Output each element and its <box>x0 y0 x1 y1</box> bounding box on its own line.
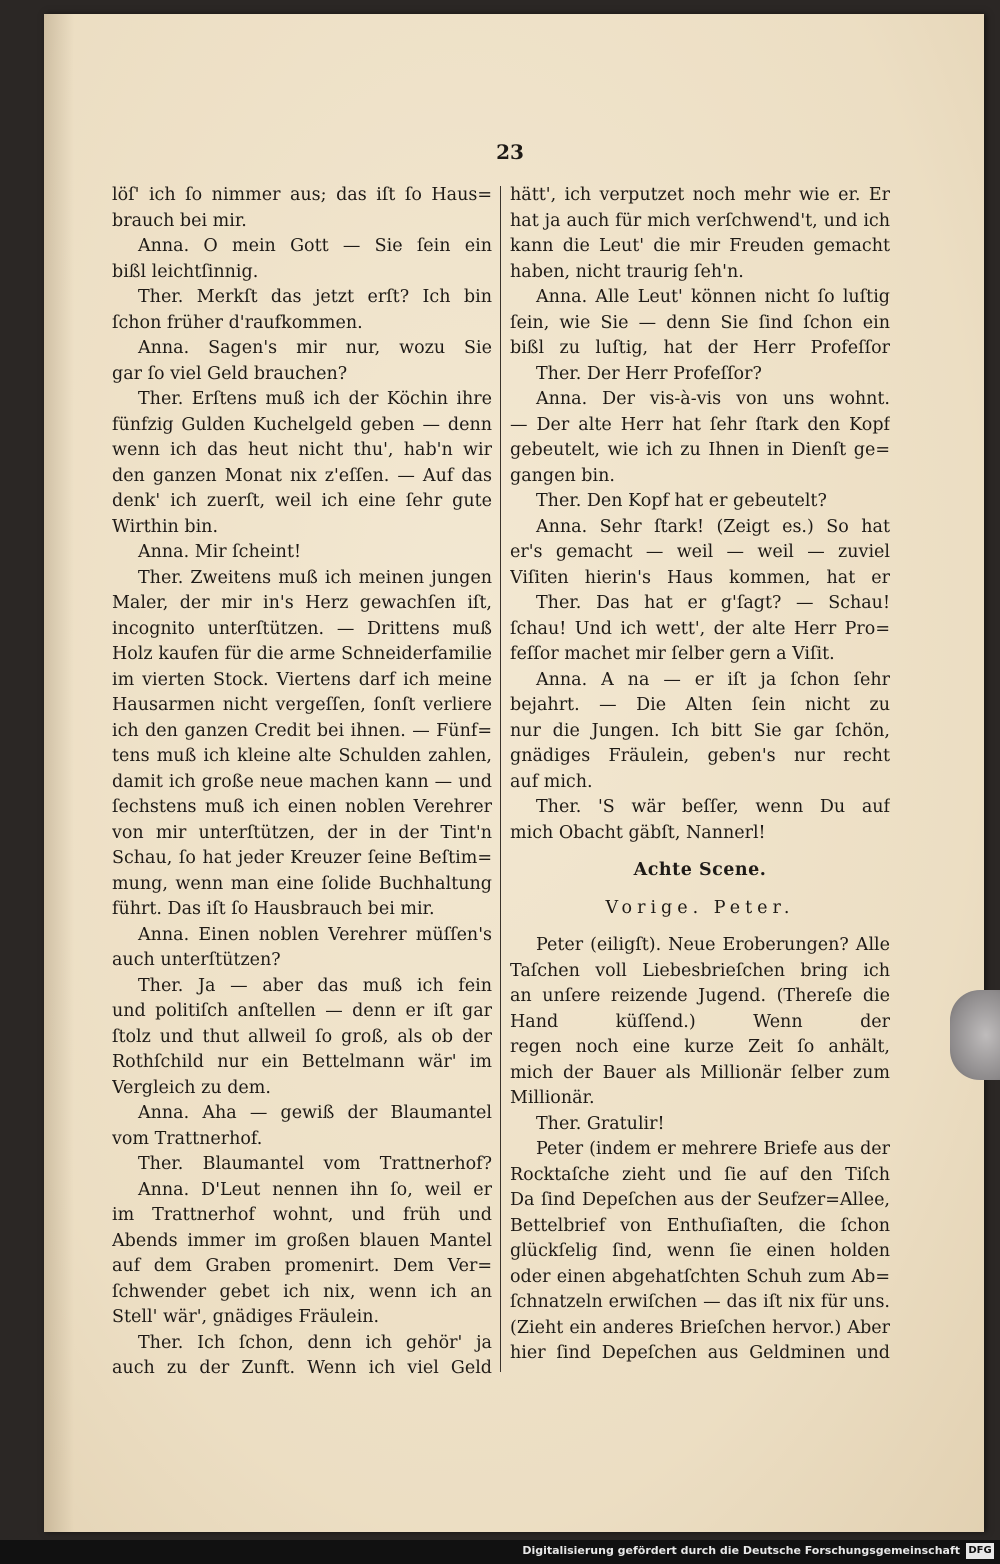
text-line: Rothſchild nur ein Bettelmann wär' im <box>112 1052 492 1072</box>
text-line: Holz kaufen für die arme Schneiderfamilie <box>112 644 492 664</box>
text-line: Anna. Sehr ſtark! (Zeigt es.) So hat <box>536 516 890 537</box>
text-line: wenn ich das heut nicht thu', hab'n wir <box>112 440 492 460</box>
text-line: Ther. Merkſt das jetzt erſt? Ich bin <box>138 287 492 307</box>
text-line: Peter (eiligſt). Neue Eroberungen? Alle <box>536 935 890 955</box>
text-line: ſchnatzeln erwiſchen — das iſt nix für uns. <box>510 1292 890 1312</box>
text-line: gnädiges Fräulein, geben's nur recht <box>510 746 890 766</box>
text-line: Taſchen voll Liebesbrieſchen bring ich <box>510 960 890 981</box>
funding-notice: Digitalisierung gefördert durch die Deutsche Forschungsgemeinschaft <box>522 1544 960 1557</box>
text-line: Anna. D'Leut nennen ihn ſo, weil er <box>138 1179 492 1200</box>
text-line: auch unterſtützen? <box>112 950 281 970</box>
text-line: Stell' wär', gnädiges Fräulein. <box>112 1307 380 1327</box>
text-line: Peter (indem er mehrere Briefe aus der <box>536 1139 890 1159</box>
text-line: hätt', ich verputzet noch mehr wie er. Er <box>510 185 890 205</box>
text-line: bißl zu luſtig, hat der Herr Profeſſor <box>510 338 890 358</box>
binding-shadow <box>44 14 74 1532</box>
text-line: Millionär. <box>510 1088 595 1108</box>
text-line: Rocktaſche zieht und ſie auf den Tiſch <box>510 1164 890 1185</box>
text-line: mung, wenn man eine ſolide Buchhaltung <box>112 873 492 894</box>
text-line: tens muß ich kleine alte Schulden zahlen, <box>112 746 492 766</box>
text-line: ich den ganzen Credit bei ihnen. — Fünf= <box>112 720 492 741</box>
text-line: Anna. Aha — gewiß der Blaumantel <box>138 1103 492 1123</box>
text-line: Ther. Das hat er g'ſagt? — Schau! <box>536 593 890 613</box>
text-line: den ganzen Monat nix z'eſſen. — Auf das <box>112 465 492 486</box>
text-line: ſein, wie Sie — denn Sie ſind ſchon ein <box>510 312 890 333</box>
text-line: gebeutelt, wie ich zu Ihnen in Dienſt ge= <box>510 440 890 460</box>
text-line: im Trattnerhof wohnt, und früh und <box>112 1205 492 1225</box>
text-line: auf dem Graben promenirt. Dem Ver= <box>112 1256 492 1276</box>
text-line: nur die Jungen. Ich bitt Sie gar ſchön, <box>510 720 890 741</box>
text-line: Viſiten hierin's Haus kommen, hat er <box>510 567 890 588</box>
text-line: Ther. Der Herr Profeſſor? <box>536 363 762 384</box>
text-line: von mir unterſtützen, der in der Tint'n <box>112 822 492 843</box>
text-line: Hausarmen nicht vergeſſen, ſonſt verliere <box>112 695 492 715</box>
text-line: ſchon früher d'raufkommen. <box>112 312 363 333</box>
text-line: führt. Das iſt ſo Hausbrauch bei mir. <box>112 899 435 919</box>
text-line: Vergleich zu dem. <box>112 1077 271 1098</box>
text-line: mich Obacht gäbſt, Nannerl! <box>510 822 766 843</box>
text-line: denk' ich zuerſt, weil ich eine ſehr gute <box>112 491 492 511</box>
text-line: kann die Leut' die mir Freuden gemacht <box>510 236 890 256</box>
text-line: bejahrt. — Die Alten ſein nicht zu <box>510 695 890 715</box>
text-line: vom Trattnerhof. <box>112 1128 263 1149</box>
text-line: mich der Bauer als Millionär ſelber zum <box>510 1062 890 1083</box>
text-line: Bettelbrief von Enthuſiaſten, die ſchon <box>510 1215 890 1236</box>
text-line: brauch bei mir. <box>112 210 247 231</box>
text-line: Wirthin bin. <box>112 516 219 537</box>
text-line: bißl leichtſinnig. <box>112 261 259 282</box>
scene-title: Achte Scene. <box>633 860 767 880</box>
scene-persons: Vorige. Peter. <box>605 897 795 918</box>
text-line: ſtolz und thut allweil ſo groß, als ob der <box>112 1026 492 1047</box>
text-line: gar ſo viel Geld brauchen? <box>112 363 348 384</box>
text-line: regen noch eine kurze Zeit ſo anhält, <box>510 1037 890 1057</box>
text-line: feſſor machet mir ſelber gern a Viſit. <box>510 644 835 664</box>
text-line: Ther. Gratulir! <box>536 1113 665 1134</box>
text-line: Anna. Alle Leut' können nicht ſo luſtig <box>536 287 890 307</box>
text-line: Anna. O mein Gott — Sie ſein ein <box>138 236 492 256</box>
page-number: 23 <box>496 140 524 164</box>
text-line: — Der alte Herr hat ſehr ſtark den Kopf <box>510 414 890 435</box>
text-line: Anna. Einen noblen Verehrer müſſen's <box>138 924 492 945</box>
text-line: auch zu der Zunft. Wenn ich viel Geld <box>112 1358 492 1378</box>
text-line: ſchwender gebet ich nix, wenn ich an <box>112 1281 492 1302</box>
text-line: Abends immer im großen blauen Mantel <box>112 1230 492 1251</box>
text-line: damit ich große neue machen kann — und <box>112 771 492 792</box>
text-line: löſ' ich ſo nimmer aus; das iſt ſo Haus= <box>112 185 492 205</box>
text-line: an unſere reizende Jugend. (Thereſe die <box>510 986 890 1006</box>
text-line: Anna. A na — er iſt ja ſchon ſehr <box>536 669 890 690</box>
text-line: Ther. Den Kopf hat er gebeutelt? <box>536 491 827 511</box>
text-line: Maler, der mir in's Herz gewachſen iſt, <box>112 593 492 613</box>
text-line: gangen bin. <box>510 465 615 486</box>
right-column-dialogue-bottom <box>510 933 890 1367</box>
text-line: hat ja auch für mich verſchwend't, und ich <box>510 210 890 231</box>
text-line: Ther. Ja — aber das muß ich fein <box>138 975 492 996</box>
dfg-logo: DFG <box>966 1543 994 1559</box>
text-line: Ther. Zweitens muß ich meinen jungen <box>138 567 492 588</box>
text-line: Schau, ſo hat jeder Kreuzer ſeine Beſtim= <box>112 848 492 868</box>
text-line: im vierten Stock. Viertens darf ich meine <box>112 669 492 690</box>
text-line: incognito unterſtützen. — Drittens muß <box>112 618 492 639</box>
column-divider <box>500 186 501 1372</box>
right-column-dialogue-top <box>510 183 890 846</box>
text-line: oder einen abgehatſchten Schuh zum Ab= <box>510 1266 890 1287</box>
text-line: ſchau! Und ich wett', der alte Herr Pro= <box>510 618 890 639</box>
text-line: Anna. Der vis-à-vis von uns wohnt. <box>536 389 890 409</box>
text-line: glückſelig ſind, wenn ſie einen holden <box>510 1241 890 1261</box>
text-line: er's gemacht — weil — weil — zuviel <box>510 542 890 562</box>
left-text-column <box>112 183 492 1382</box>
text-line: haben, nicht traurig ſeh'n. <box>510 261 744 282</box>
text-line: (Zieht ein anderes Brieſchen hervor.) Aber <box>510 1317 890 1338</box>
text-line: Ther. Ich ſchon, denn ich gehör' ja <box>138 1332 492 1353</box>
text-line: hier ſind Depeſchen aus Geldminen und <box>510 1343 890 1363</box>
right-text-column <box>510 183 890 1367</box>
text-line: Ther. 'S wär beſſer, wenn Du auf <box>536 797 890 817</box>
text-line: fünfzig Gulden Kuchelgeld geben — denn <box>112 414 492 435</box>
scanner-thumb <box>950 990 1000 1080</box>
text-line: und politiſch anſtellen — denn er iſt gar <box>112 1001 492 1021</box>
text-line: Ther. Erſtens muß ich der Köchin ihre <box>138 389 492 409</box>
text-line: ſechstens muß ich einen noblen Verehrer <box>112 797 492 817</box>
text-line: Ther. Blaumantel vom Trattnerhof? <box>138 1154 492 1174</box>
text-line: Hand küſſend.) Wenn der <box>510 1011 890 1032</box>
text-line: Da ſind Depeſchen aus der Seufzer=Allee, <box>510 1190 890 1210</box>
text-line: Anna. Mir ſcheint! <box>138 542 302 562</box>
text-line: Anna. Sagen's mir nur, wozu Sie <box>138 338 492 358</box>
text-line: auf mich. <box>510 771 593 792</box>
